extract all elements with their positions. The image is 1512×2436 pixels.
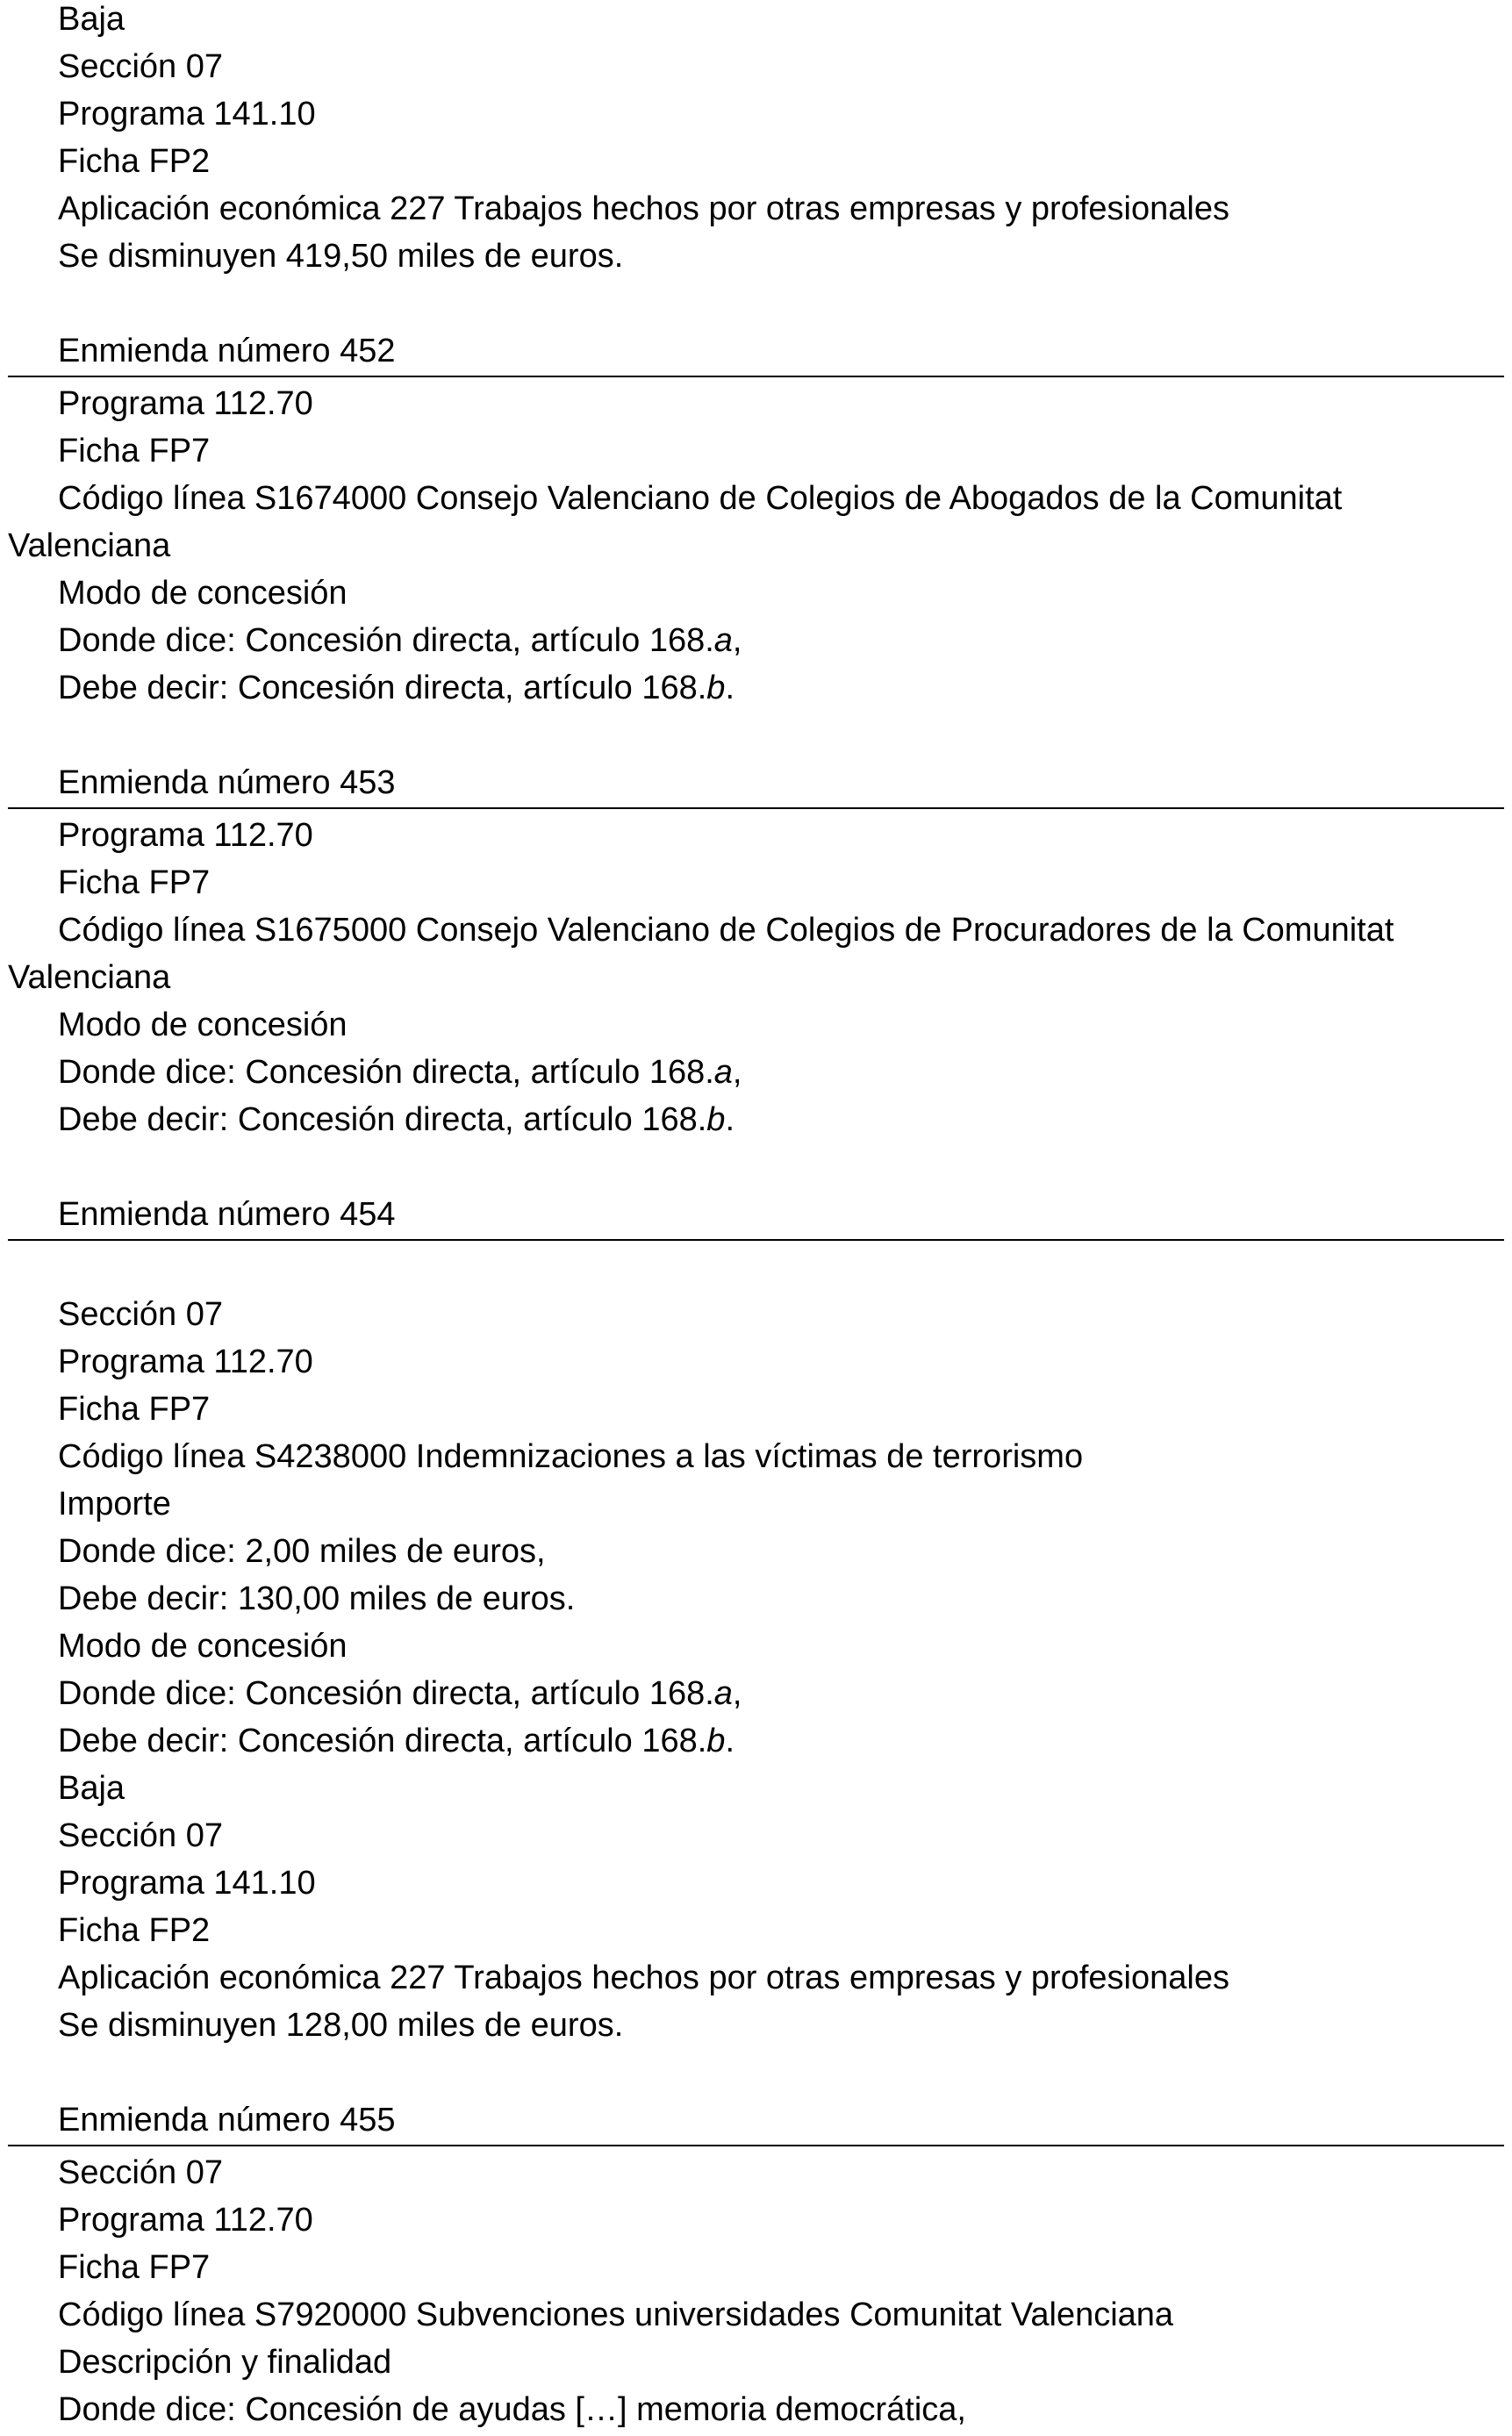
debe-decir-line bbox=[58, 1096, 735, 1143]
seccion-line: Sección 07 bbox=[58, 2154, 224, 2191]
heading-rule bbox=[8, 2145, 1504, 2146]
programa-line: Programa 112.70 bbox=[58, 817, 313, 854]
donde-dice-line: Donde dice: Concesión de ayudas […] memoria democrática, bbox=[58, 2391, 966, 2428]
letter-b: b bbox=[706, 670, 726, 706]
ficha-line: Ficha FP7 bbox=[58, 1391, 211, 1428]
descripcion-label: Descripción y finalidad bbox=[58, 2344, 392, 2381]
disminuyen-line: Se disminuyen 128,00 miles de euros. bbox=[58, 2007, 624, 2044]
ficha-line: Ficha FP2 bbox=[58, 1912, 211, 1949]
heading-rule bbox=[8, 376, 1504, 377]
letter-a: a bbox=[713, 1054, 733, 1091]
punctuation: . bbox=[725, 1723, 735, 1759]
aplicacion-line: Aplicación económica 227 Trabajos hechos por otras empresas y profesionales bbox=[58, 190, 1229, 227]
codigo-linea-continuation: Valenciana bbox=[8, 527, 171, 564]
letter-b: b bbox=[706, 1101, 726, 1138]
seccion-line: Sección 07 bbox=[58, 1817, 224, 1854]
ficha-line: Ficha FP7 bbox=[58, 864, 211, 901]
modo-concesion-label: Modo de concesión bbox=[58, 575, 348, 612]
importe-label: Importe bbox=[58, 1486, 171, 1522]
aplicacion-line: Aplicación económica 227 Trabajos hechos por otras empresas y profesionales bbox=[58, 1960, 1229, 1996]
programa-line: Programa 141.10 bbox=[58, 96, 316, 133]
debe-decir-line bbox=[58, 664, 735, 712]
baja-label: Baja bbox=[58, 1, 125, 38]
seccion-line: Sección 07 bbox=[58, 1296, 224, 1333]
disminuyen-line: Se disminuyen 419,50 miles de euros. bbox=[58, 238, 624, 275]
debe-decir-text: Debe decir: Concesión directa, artículo 168. bbox=[58, 1723, 707, 1759]
letter-a: a bbox=[713, 622, 733, 659]
donde-dice-line bbox=[58, 617, 742, 664]
programa-line: Programa 112.70 bbox=[58, 2202, 313, 2239]
codigo-linea-line: Código línea S4238000 Indemnizaciones a las víctimas de terrorismo bbox=[58, 1438, 1084, 1475]
programa-line: Programa 112.70 bbox=[58, 385, 313, 422]
debe-decir-line bbox=[58, 1717, 735, 1765]
enmienda-454-heading: Enmienda número 454 bbox=[58, 1196, 396, 1233]
codigo-linea-line: Código línea S7920000 Subvenciones universidades Comunitat Valenciana bbox=[58, 2296, 1174, 2333]
modo-concesion-label: Modo de concesión bbox=[58, 1007, 348, 1043]
punctuation: . bbox=[725, 1101, 735, 1138]
importe-debe-decir: Debe decir: 130,00 miles de euros. bbox=[58, 1580, 576, 1617]
ficha-line: Ficha FP7 bbox=[58, 2249, 211, 2286]
heading-rule bbox=[8, 1239, 1504, 1241]
programa-line: Programa 141.10 bbox=[58, 1865, 316, 1902]
codigo-linea-line: Código línea S1674000 Consejo Valenciano de Colegios de Abogados de la Comunitat bbox=[58, 480, 1343, 517]
programa-line: Programa 112.70 bbox=[58, 1343, 313, 1380]
punctuation: , bbox=[732, 1054, 742, 1091]
donde-dice-line bbox=[58, 1670, 742, 1717]
donde-dice-line bbox=[58, 1049, 742, 1096]
ficha-line: Ficha FP7 bbox=[58, 433, 211, 469]
seccion-line: Sección 07 bbox=[58, 48, 224, 85]
punctuation: . bbox=[725, 670, 735, 706]
ficha-line: Ficha FP2 bbox=[58, 143, 211, 180]
debe-decir-text: Debe decir: Concesión directa, artículo 168. bbox=[58, 1101, 707, 1138]
enmienda-455-heading: Enmienda número 455 bbox=[58, 2102, 396, 2139]
donde-dice-text: Donde dice: Concesión directa, artículo 168. bbox=[58, 1675, 714, 1712]
enmienda-453-heading: Enmienda número 453 bbox=[58, 764, 396, 801]
donde-dice-text: Donde dice: Concesión directa, artículo 168. bbox=[58, 1054, 714, 1091]
letter-b: b bbox=[706, 1723, 726, 1759]
baja-label: Baja bbox=[58, 1770, 125, 1807]
letter-a: a bbox=[713, 1675, 733, 1712]
donde-dice-text: Donde dice: Concesión directa, artículo 168. bbox=[58, 622, 714, 659]
punctuation: , bbox=[732, 1675, 742, 1712]
importe-donde-dice: Donde dice: 2,00 miles de euros, bbox=[58, 1533, 546, 1570]
modo-concesion-label: Modo de concesión bbox=[58, 1628, 348, 1665]
punctuation: , bbox=[732, 622, 742, 659]
debe-decir-text: Debe decir: Concesión directa, artículo 168. bbox=[58, 670, 707, 706]
codigo-linea-continuation: Valenciana bbox=[8, 959, 171, 996]
codigo-linea-line: Código línea S1675000 Consejo Valenciano de Colegios de Procuradores de la Comunitat bbox=[58, 912, 1394, 949]
enmienda-452-heading: Enmienda número 452 bbox=[58, 333, 396, 369]
heading-rule bbox=[8, 807, 1504, 809]
